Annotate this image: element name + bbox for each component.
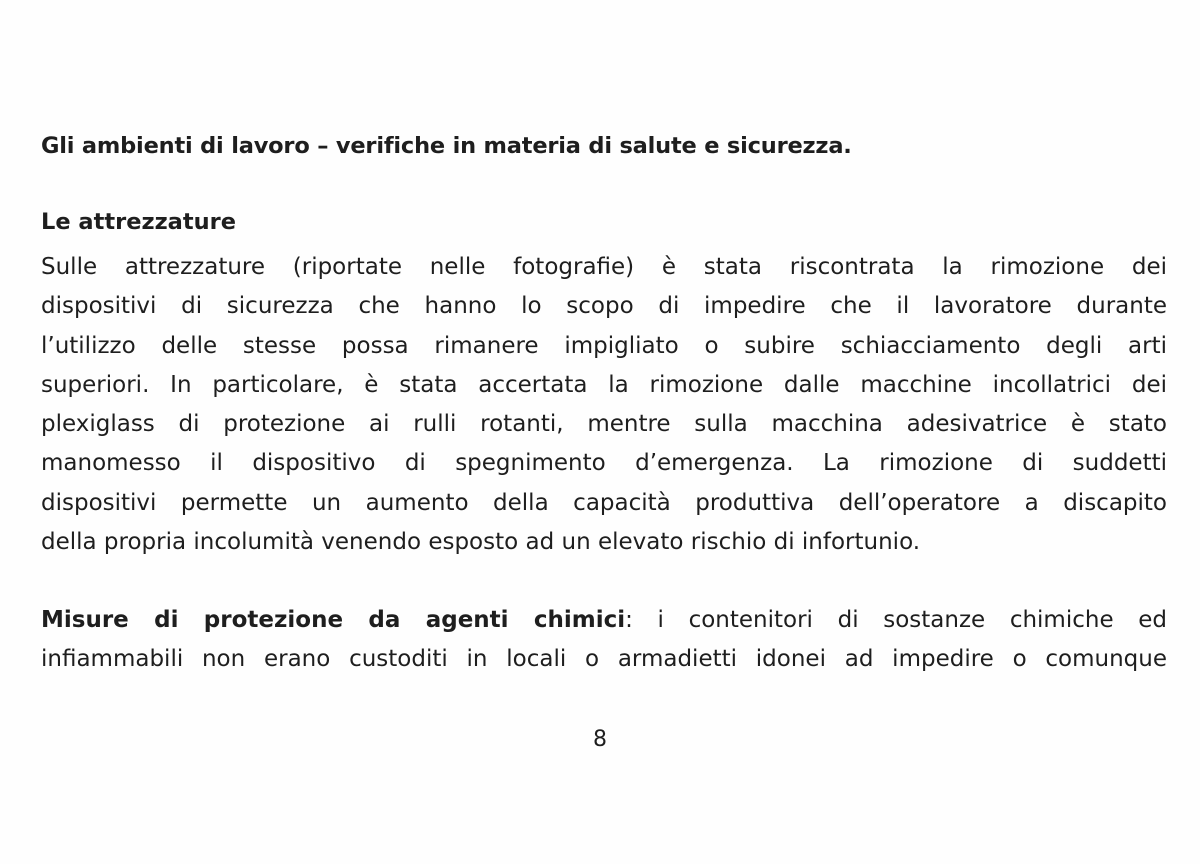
paragraph-line: superiori. In particolare, è stata accertata la rimozione dalle macchine incollatrici dei [41, 371, 1167, 398]
paragraph-line: plexiglass di protezione ai rulli rotanti, mentre sulla macchina adesivatrice è stato [41, 411, 1167, 438]
paragraph-agenti-chimici [41, 601, 1167, 680]
paragraph-line: dispositivi permette un aumento della capacità produttiva dell’operatore a discapito [41, 489, 1167, 516]
page-number: 8 [593, 727, 607, 752]
paragraph-line: manomesso il dispositivo di spegnimento d’emergenza. La rimozione di suddetti [41, 450, 1167, 477]
paragraph-line: l’utilizzo delle stesse possa rimanere impigliato o subire schiacciamento degli arti [41, 332, 1167, 359]
paragraph-text: : i contenitori di sostanze chimiche ed [625, 607, 1167, 633]
paragraph-line [41, 601, 1167, 640]
document-title: Gli ambienti di lavoro – verifiche in materia di salute e sicurezza. [41, 133, 852, 159]
paragraph-attrezzature [41, 248, 1167, 562]
section-heading: Le attrezzature [41, 209, 236, 235]
paragraph-line: infiammabili non erano custoditi in locali o armadietti idonei ad impedire o comunque [41, 646, 1167, 673]
inline-heading: Misure di protezione da agenti chimici [41, 607, 626, 633]
paragraph-line-last: della propria incolumità venendo esposto ad un elevato rischio di infortunio. [41, 529, 921, 556]
paragraph-line: Sulle attrezzature (riportate nelle fotografie) è stata riscontrata la rimozione dei [41, 254, 1167, 280]
paragraph-line: dispositivi di sicurezza che hanno lo scopo di impedire che il lavoratore durante [41, 293, 1167, 320]
